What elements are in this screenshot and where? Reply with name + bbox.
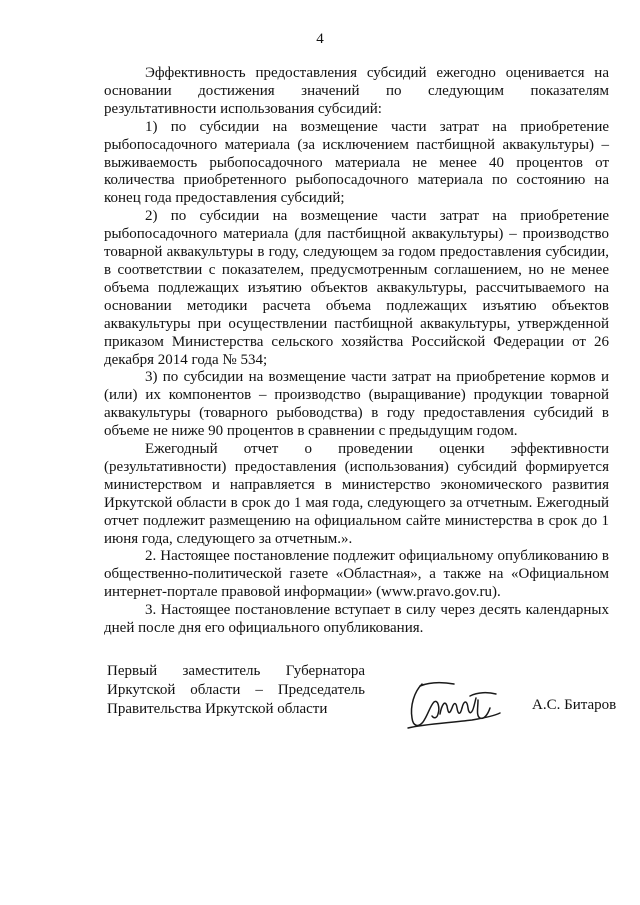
signatory-title [107,662,365,719]
signatory-title-line-1: Первый заместитель Губернатора [107,663,365,679]
signer-name: А.С. Битаров [532,697,617,713]
signatory-title-line-2: Иркутской области – Председатель [107,682,365,698]
handwritten-signature [404,678,504,736]
paragraph-item-3: 3) по субсидии на возмещение части затрат на приобретение кормов и (или) их компонентов – производство (выращивание) продукции товарной аквакультуры (товарного рыбоводства) в году предоставления субсидий в объеме не ниже 90 процентов в сравнении с предыдущим годом. [104,369,609,440]
paragraph-item-2: 2) по субсидии на возмещение части затрат на приобретение рыбопосадочного материала (для пастбищной аквакультуры) – производство товарной аквакультуры в году, следующем за годом предоставления субсидии, в соответствии с показателем, предусмотренным соглашением, но не менее объема подлежащих изъятию объектов аквакультуры, рассчитываемого на основании методики расчета объема подлежащих изъятию объектов аквакультуры при осуществлении пастбищной аквакультуры, утвержденной приказом Министерства сельского хозяйства Российской Федерации от 26 декабря 2014 года № 534; [104,208,609,368]
paragraph-item-1: 1) по субсидии на возмещение части затрат на приобретение рыбопосадочного материала (за исключением пастбищной аквакультуры) – выживаемость рыбопосадочного материала не менее 40 процентов от количества приобретенного рыбопосадочного материала по состоянию на конец года предоставления субсидий; [104,118,609,207]
page-number: 4 [316,31,324,47]
paragraph-publication: 2. Настоящее постановление подлежит официальному опубликованию в общественно-политической газете «Областная», а также на «Официальном интернет-портале правовой информации» (www.pravo.gov.ru). [104,548,609,601]
signatory-title-line-3: Правительства Иркутской области [107,701,328,717]
paragraph-annual-report: Ежегодный отчет о проведении оценки эффективности (результативности) предоставления (использования) субсидий формируется министерством и направляется в министерство экономического развития Иркутской области в срок до 1 мая года, следующего за отчетным. Ежегодный отчет подлежит размещению на официальном сайте министерства в срок до 1 июня года, следующего за отчетным.». [104,441,609,547]
paragraph-efficiency-intro: Эффективность предоставления субсидий ежегодно оценивается на основании достижения значений по следующим показателям результативности использования субсидий: [104,65,609,117]
paragraph-entry-into-force: 3. Настоящее постановление вступает в силу через десять календарных дней после дня его официального опубликования. [104,602,609,637]
document-body [104,65,609,638]
